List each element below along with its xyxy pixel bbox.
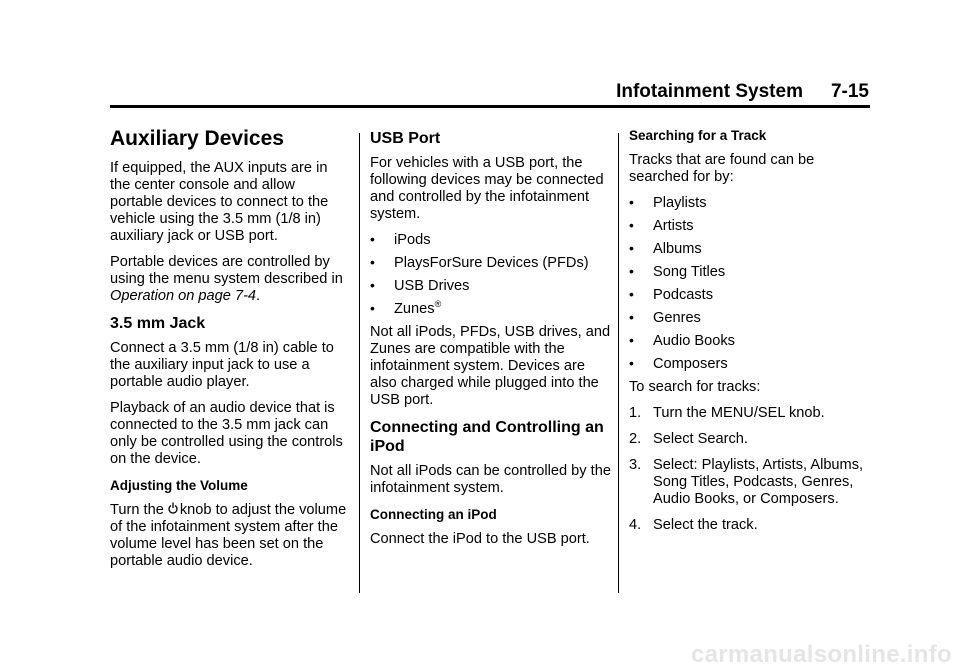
- list-item: • Playlists: [629, 194, 707, 211]
- list-item: 4. Select the track.: [629, 517, 758, 533]
- power-icon: [168, 502, 178, 515]
- aux-intro-paragraph: If equipped, the AUX inputs are in the center console and allow portable devices to connect to the vehicle using the 3.5 mm (1/8 in) auxiliary jack or USB port.: [110, 160, 329, 244]
- column-divider-right: [618, 133, 619, 593]
- connecting-an-ipod-heading: Connecting an iPod: [370, 507, 497, 522]
- list-item: • Albums: [629, 240, 702, 257]
- connect-ipod-paragraph: Connect the iPod to the USB port.: [370, 531, 590, 547]
- usb-port-heading: USB Port: [370, 130, 441, 147]
- list-item: • Zunes®: [370, 299, 442, 317]
- search-steps-intro: To search for tracks:: [629, 379, 761, 395]
- ipod-control-paragraph: Not all iPods can be controlled by the infotainment system.: [370, 463, 611, 496]
- list-item: • PlaysForSure Devices (PFDs): [370, 254, 589, 271]
- search-steps-list: [629, 405, 874, 534]
- searching-track-heading: Searching for a Track: [629, 128, 767, 143]
- column-divider-left: [359, 133, 360, 593]
- jack-playback-paragraph: Playback of an audio device that is connected to the 3.5 mm jack can only be controlled using the controls on the device.: [110, 400, 343, 467]
- list-item: • Genres: [629, 309, 701, 326]
- portable-devices-paragraph: Portable devices are controlled by using the menu system described in Operation on page 7-4.: [110, 254, 343, 304]
- operation-page-link[interactable]: Operation on page 7-4: [110, 288, 257, 304]
- page-number: 7-15: [830, 81, 869, 102]
- list-item: • Podcasts: [629, 286, 714, 303]
- list-item: • Song Titles: [629, 263, 726, 280]
- adjusting-volume-heading: Adjusting the Volume: [110, 478, 248, 493]
- list-item: • USB Drives: [370, 277, 470, 294]
- watermark: carmanualsonline.info: [690, 641, 952, 668]
- list-item: 2. Select Search.: [629, 431, 748, 447]
- jack-heading: 3.5 mm Jack: [110, 315, 206, 332]
- list-item: • iPods: [370, 231, 431, 248]
- section-title: Infotainment System: [616, 81, 803, 102]
- column-3: [629, 126, 874, 543]
- jack-connect-paragraph: Connect a 3.5 mm (1/8 in) cable to the auxiliary input jack to use a portable audio player.: [110, 340, 334, 390]
- list-item: 1. Turn the MENU/SEL knob.: [629, 405, 825, 421]
- page-header: [0, 80, 869, 104]
- usb-intro-paragraph: For vehicles with a USB port, the following devices may be connected and controlled by the infotainment system.: [370, 155, 604, 222]
- registered-mark: ®: [434, 299, 442, 309]
- column-1: [110, 126, 350, 579]
- list-item: • Artists: [629, 217, 694, 234]
- search-intro-paragraph: Tracks that are found can be searched for by:: [629, 152, 815, 185]
- auxiliary-devices-heading: Auxiliary Devices: [110, 127, 284, 150]
- list-item: 3. Select: Playlists, Artists, Albums, Song Titles, Podcasts, Genres, Audio Books, or Composers.: [629, 457, 864, 507]
- compatibility-paragraph: Not all iPods, PFDs, USB drives, and Zunes are compatible with the infotainment system. Devices are also charged while plugged into the USB port.: [370, 324, 611, 408]
- list-item: • Audio Books: [629, 332, 735, 349]
- connecting-ipod-heading: Connecting and Controlling an iPod: [370, 419, 604, 455]
- usb-device-list: [370, 232, 612, 318]
- search-criteria-list: [629, 195, 874, 373]
- header-rule: [110, 105, 870, 108]
- list-item: • Composers: [629, 355, 728, 372]
- column-2: [370, 126, 612, 557]
- volume-paragraph: Turn the knob to adjust the volume of the infotainment system after the volume level has been set on the portable audio device.: [110, 502, 347, 569]
